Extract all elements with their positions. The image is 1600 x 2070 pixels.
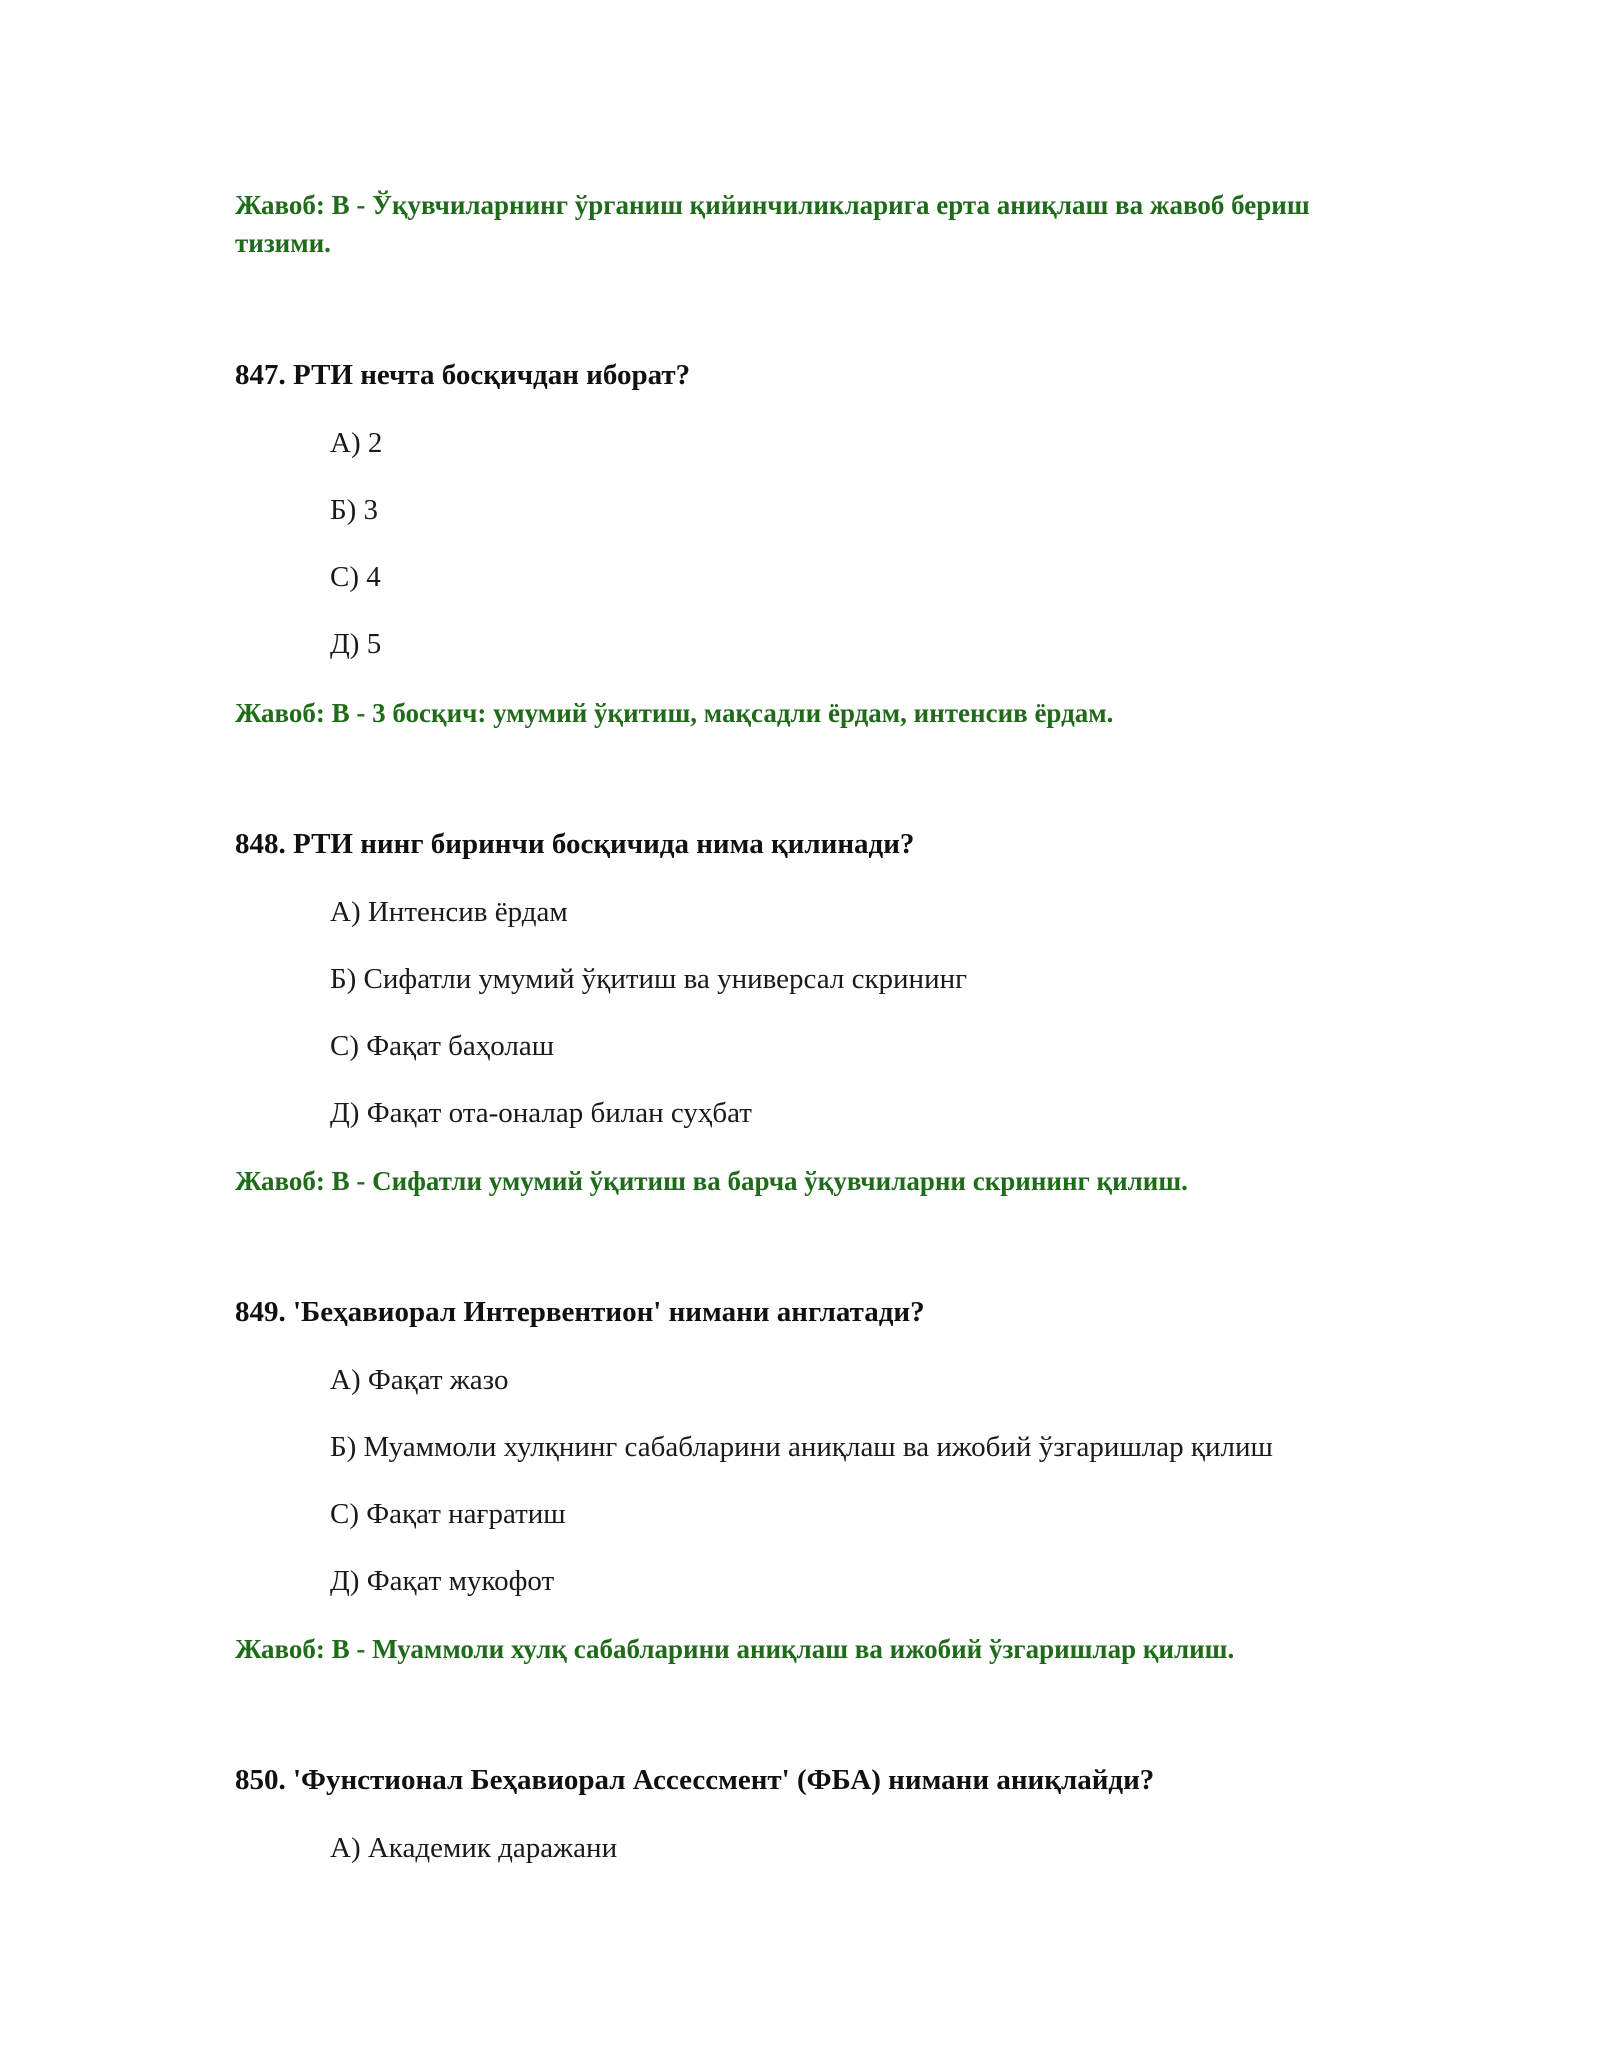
question-848-option-c: С) Фақат баҳолаш: [330, 1030, 555, 1062]
question-850-title: 850. 'Фунстионал Беҳавиорал Ассессмент' (ФБА) нимани аниқлайди?: [235, 1764, 1155, 1796]
answer-846: Жавоб: В - Ўқувчиларнинг ўрганиш қийинчиликларига ерта аниқлаш ва жавоб бериш тизими.: [235, 190, 1310, 258]
answer-849: Жавоб: В - Муаммоли хулқ сабабларини аниқлаш ва ижобий ўзгаришлар қилиш.: [235, 1634, 1235, 1664]
question-849-option-a: А) Фақат жазо: [330, 1364, 509, 1396]
question-849-option-b: Б) Муаммоли хулқнинг сабабларини аниқлаш ва ижобий ўзгаришлар қилиш: [330, 1431, 1273, 1463]
question-849-option-c: С) Фақат нағратиш: [330, 1498, 566, 1530]
question-847-option-d: Д) 5: [330, 628, 382, 660]
question-847-option-a: А) 2: [330, 427, 383, 459]
question-847-option-b: Б) 3: [330, 494, 379, 526]
answer-848: Жавоб: В - Сифатли умумий ўқитиш ва барча ўқувчиларни скрининг қилиш.: [235, 1166, 1188, 1196]
question-848-option-a: А) Интенсив ёрдам: [330, 896, 568, 928]
question-850-option-a: А) Академик даражани: [330, 1832, 618, 1864]
answer-847: Жавоб: В - 3 босқич: умумий ўқитиш, мақсадли ёрдам, интенсив ёрдам.: [235, 698, 1114, 728]
question-848-option-b: Б) Сифатли умумий ўқитиш ва универсал скрининг: [330, 963, 968, 995]
question-849-option-d: Д) Фақат мукофот: [330, 1565, 555, 1597]
question-848-option-d: Д) Фақат ота-оналар билан суҳбат: [330, 1097, 752, 1129]
question-847-title: 847. РТИ нечта босқичдан иборат?: [235, 359, 691, 391]
question-847-option-c: С) 4: [330, 561, 381, 593]
question-849-title: 849. 'Беҳавиорал Интервентион' нимани англатади?: [235, 1296, 925, 1328]
question-848-title: 848. РТИ нинг биринчи босқичида нима қилинади?: [235, 828, 915, 860]
